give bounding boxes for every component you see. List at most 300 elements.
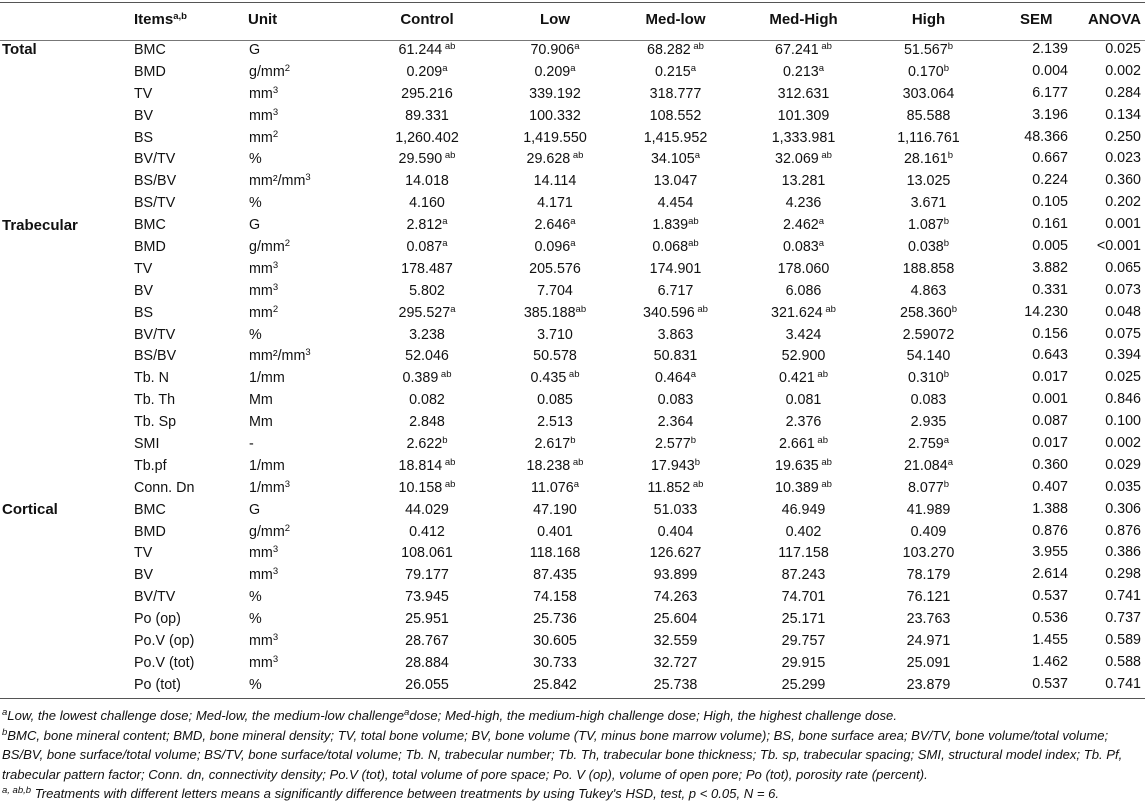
cell-med-low: 108.552 (649, 107, 702, 124)
row-item-label: Po (tot) (134, 676, 181, 693)
table-row (0, 389, 1145, 411)
cell-low: 74.158 (533, 589, 577, 606)
row-group-label (0, 236, 131, 258)
row-item-label: TV (134, 260, 153, 277)
cell-med-low: 1.839$^{ab}$ (652, 216, 699, 234)
cell-sem: 1.388 (1032, 500, 1068, 517)
cell-anova: 0.741 (1105, 675, 1141, 692)
cell-med-high: 29.757 (781, 632, 826, 649)
cell-low: 1,419.550 (523, 129, 587, 146)
row-group-label (0, 652, 131, 674)
cell-med-low: 4.454 (657, 195, 694, 212)
footnote-a: $^a$Low, the lowest challenge dose; Med-low, the medium-low challenge$^a$dose; Med-high, the medium-high challenge dose; High, the highest challenge dose. (2, 707, 897, 723)
row-group-label: Total (2, 41, 37, 59)
cell-sem: 0.537 (1032, 675, 1068, 692)
row-group-label (0, 433, 131, 455)
cell-control: 26.055 (405, 676, 449, 693)
table-row (0, 280, 1145, 302)
cell-low: 30.605 (533, 632, 577, 649)
cell-med-high: 74.701 (781, 589, 826, 606)
cell-med-low: 34.105$^a$ (650, 150, 701, 168)
row-unit: mm²/$mm^3$ (249, 347, 311, 365)
cell-med-low: 93.899 (653, 567, 698, 584)
cell-anova: 0.075 (1105, 325, 1141, 342)
cell-high: 25.091 (906, 654, 951, 671)
cell-med-high: 4.236 (785, 195, 822, 212)
cell-med-high: 2.462$^a$ (782, 216, 825, 234)
row-item-label: BS (134, 304, 154, 321)
cell-high: 23.879 (906, 676, 951, 693)
cell-control: 178.487 (401, 260, 453, 277)
row-item-label: Tb. Sp (134, 414, 177, 431)
cell-med-low: 2.577$^b$ (654, 434, 697, 452)
row-group-label (0, 674, 131, 696)
row-group-label (0, 324, 131, 346)
cell-sem-anova (992, 411, 1145, 433)
cell-sem: 0.536 (1032, 610, 1068, 627)
header-sem-anova (992, 0, 1145, 39)
cell-sem-anova (992, 345, 1145, 367)
cell-med-high: 25.299 (781, 676, 826, 693)
cell-sem-anova (992, 542, 1145, 564)
cell-med-low: 0.404 (657, 523, 694, 540)
cell-sem-anova (992, 586, 1145, 608)
cell-high: 2.59072 (902, 326, 955, 343)
cell-low: 385.188$^{ab}$ (523, 303, 587, 321)
table-row (0, 83, 1145, 105)
cell-sem: 0.331 (1032, 281, 1068, 298)
row-item-label: Tb. Th (134, 392, 176, 409)
cell-sem-anova (992, 127, 1145, 149)
cell-control: 61.244 $^{ab}$ (398, 40, 456, 58)
cell-anova: 0.306 (1105, 500, 1141, 517)
cell-med-high: 32.069 $^{ab}$ (775, 150, 832, 168)
row-unit: Mm (249, 392, 273, 409)
cell-high: 0.170$^b$ (907, 62, 950, 80)
cell-med-low: 50.831 (653, 348, 698, 365)
cell-control: 14.018 (405, 173, 449, 190)
cell-control: 79.177 (405, 567, 449, 584)
cell-anova: <0.001 (1096, 238, 1141, 255)
cell-sem-anova (992, 302, 1145, 324)
row-group-label (0, 302, 131, 324)
table-row (0, 542, 1145, 564)
cell-anova: 0.065 (1105, 259, 1141, 276)
table-row (0, 499, 1145, 521)
cell-med-low: 32.727 (653, 654, 698, 671)
row-group-label (0, 521, 131, 543)
cell-anova: 0.134 (1105, 106, 1141, 123)
table-row (0, 170, 1145, 192)
row-group-label (0, 127, 131, 149)
cell-low: 7.704 (537, 282, 573, 299)
row-group-label (0, 192, 131, 214)
table-row (0, 148, 1145, 170)
cell-anova: 0.029 (1105, 456, 1141, 473)
row-item-label: BV/TV (134, 151, 176, 168)
cell-control: 0.087$^a$ (406, 237, 448, 255)
cell-control: 2.848 (409, 414, 445, 431)
row-unit: $mm^3$ (249, 653, 279, 671)
row-item-label: Po.V (op) (134, 632, 195, 649)
cell-sem-anova (992, 170, 1145, 192)
row-unit: $mm^3$ (249, 566, 279, 584)
cell-low: 339.192 (529, 85, 581, 102)
cell-anova: 0.048 (1105, 303, 1141, 320)
header-row (0, 0, 1145, 39)
cell-med-low: 340.596 $^{ab}$ (643, 303, 708, 321)
cell-med-high: 0.213$^a$ (782, 62, 825, 80)
row-unit: 1/mm (249, 370, 285, 387)
cell-sem-anova (992, 652, 1145, 674)
cell-sem-anova (992, 192, 1145, 214)
cell-anova: 0.073 (1105, 281, 1141, 298)
cell-control: 52.046 (405, 348, 449, 365)
row-item-label: BS/BV (134, 348, 177, 365)
row-group-label (0, 83, 131, 105)
table-row (0, 564, 1145, 586)
cell-med-high: 0.083$^a$ (782, 237, 825, 255)
cell-low: 50.578 (533, 348, 577, 365)
table-bottom-rule (0, 698, 1145, 699)
cell-anova: 0.394 (1105, 347, 1141, 364)
row-unit: $g/mm^2$ (249, 62, 291, 80)
row-item-label: BV/TV (134, 589, 176, 606)
cell-sem-anova (992, 389, 1145, 411)
cell-med-high: 0.081 (785, 392, 822, 409)
cell-anova: 0.202 (1105, 194, 1141, 211)
cell-low: 0.085 (537, 392, 573, 409)
cell-sem: 0.876 (1032, 522, 1068, 539)
table-row (0, 39, 1145, 61)
cell-high: 2.759$^a$ (907, 434, 950, 452)
row-unit: $mm^3$ (249, 544, 279, 562)
cell-anova: 0.023 (1105, 150, 1141, 167)
cell-anova: 0.589 (1105, 632, 1141, 649)
cell-control: 89.331 (405, 107, 449, 124)
cell-sem: 0.224 (1032, 172, 1068, 189)
cell-sem: 0.537 (1032, 588, 1068, 605)
cell-med-high: 0.421 $^{ab}$ (779, 369, 828, 387)
cell-high: 54.140 (906, 348, 951, 365)
cell-low: 0.401 (537, 523, 573, 540)
cell-high: 78.179 (906, 567, 951, 584)
cell-sem: 14.230 (1024, 303, 1068, 320)
cell-high: 4.863 (910, 282, 947, 299)
cell-sem: 0.017 (1032, 369, 1068, 386)
cell-sem-anova (992, 433, 1145, 455)
cell-med-low: 0.215$^a$ (654, 62, 697, 80)
row-unit: % (249, 151, 262, 168)
cell-anova: 0.002 (1105, 62, 1141, 79)
row-group-label (0, 170, 131, 192)
header-anova: ANOVA (1087, 11, 1141, 28)
table-body (0, 39, 1145, 696)
cell-control: 25.951 (405, 611, 449, 628)
cell-high: 2.935 (910, 414, 947, 431)
cell-control: 28.884 (405, 654, 449, 671)
cell-med-low: 1,415.952 (643, 129, 708, 146)
table-row (0, 652, 1145, 674)
table-row (0, 411, 1145, 433)
table-row (0, 324, 1145, 346)
row-unit: % (249, 611, 262, 628)
cell-med-high: 46.949 (781, 501, 826, 518)
cell-control: 295.527$^a$ (398, 303, 456, 321)
row-unit: G (249, 217, 261, 234)
row-unit: 1/mm (249, 457, 285, 474)
row-item-label: Conn. Dn (134, 479, 195, 496)
header-items: Items$^{a,b}$ (134, 11, 187, 28)
row-item-label: BS/TV (134, 195, 176, 212)
table-row (0, 192, 1145, 214)
cell-sem: 3.955 (1032, 544, 1068, 561)
cell-low: 70.906$^a$ (530, 40, 580, 58)
cell-anova: 0.100 (1105, 413, 1141, 430)
table-row (0, 345, 1145, 367)
cell-high: 41.989 (906, 501, 951, 518)
cell-med-high: 19.635 $^{ab}$ (775, 456, 832, 474)
cell-high: 3.671 (910, 195, 947, 212)
cell-low: 0.435 $^{ab}$ (530, 369, 580, 387)
row-group-label (0, 389, 131, 411)
cell-med-high: 2.661 $^{ab}$ (779, 434, 828, 452)
cell-low: 2.513 (537, 414, 573, 431)
cell-med-high: 6.086 (785, 282, 822, 299)
cell-med-low: 126.627 (649, 545, 702, 562)
cell-anova: 0.035 (1105, 478, 1141, 495)
cell-sem: 6.177 (1032, 84, 1068, 101)
cell-high: 24.971 (906, 632, 951, 649)
cell-low: 25.842 (533, 676, 577, 693)
cell-anova: 0.284 (1105, 84, 1141, 101)
row-group-label (0, 105, 131, 127)
cell-control: 0.389 $^{ab}$ (402, 369, 452, 387)
row-unit: % (249, 676, 262, 693)
cell-high: 0.310$^b$ (907, 369, 950, 387)
row-item-label: BMC (134, 41, 166, 58)
row-item-label: BV (134, 282, 154, 299)
cell-control: 3.238 (409, 326, 445, 343)
row-item-label: TV (134, 545, 153, 562)
cell-anova: 0.737 (1105, 610, 1141, 627)
row-item-label: BMD (134, 238, 166, 255)
row-item-label: BMC (134, 217, 166, 234)
row-item-label: BS (134, 129, 154, 146)
row-group-label (0, 477, 131, 499)
row-group-label: Trabecular (2, 216, 78, 234)
row-group-label (0, 258, 131, 280)
row-item-label: Tb.pf (134, 457, 167, 474)
cell-sem: 3.882 (1032, 259, 1068, 276)
cell-anova: 0.002 (1105, 435, 1141, 452)
cell-sem: 1.462 (1032, 653, 1068, 670)
cell-control: 44.029 (405, 501, 449, 518)
row-item-label: BMC (134, 501, 166, 518)
cell-sem-anova (992, 499, 1145, 521)
cell-high: 85.588 (906, 107, 951, 124)
header-group (0, 0, 131, 39)
cell-sem-anova (992, 608, 1145, 630)
row-group-label (0, 148, 131, 170)
table-row (0, 367, 1145, 389)
cell-control: 0.082 (409, 392, 445, 409)
cell-low: 2.617$^b$ (534, 434, 576, 452)
cell-control: 1,260.402 (395, 129, 459, 146)
row-group-label (0, 630, 131, 652)
row-unit: $mm^3$ (249, 281, 279, 299)
cell-med-high: 312.631 (777, 85, 830, 102)
cell-med-high: 178.060 (777, 260, 830, 277)
row-group-label (0, 411, 131, 433)
cell-sem: 0.156 (1032, 325, 1068, 342)
row-item-label: BS/BV (134, 173, 177, 190)
row-item-label: BV (134, 107, 154, 124)
cell-sem: 2.139 (1032, 41, 1068, 57)
cell-control: 4.160 (409, 195, 445, 212)
cell-sem-anova (992, 214, 1145, 236)
cell-high: 0.083 (910, 392, 947, 409)
cell-anova: 0.846 (1105, 391, 1141, 408)
cell-anova: 0.250 (1105, 128, 1141, 145)
header-control: Control (400, 11, 454, 28)
cell-sem-anova (992, 105, 1145, 127)
table-row (0, 674, 1145, 696)
table-row (0, 61, 1145, 83)
cell-high: 103.270 (902, 545, 955, 562)
row-item-label: BMD (134, 63, 166, 80)
cell-low: 11.076$^a$ (531, 478, 579, 496)
header-low: Low (540, 11, 570, 28)
header-high: High (911, 11, 946, 28)
cell-med-low: 17.943$^b$ (650, 456, 701, 474)
cell-anova: 0.298 (1105, 566, 1141, 583)
header-sem: SEM (1020, 11, 1053, 28)
table-row (0, 630, 1145, 652)
table-row (0, 477, 1145, 499)
cell-high: 76.121 (906, 589, 951, 606)
row-group-label (0, 608, 131, 630)
cell-control: 73.945 (405, 589, 449, 606)
row-unit: $mm^2$ (249, 303, 279, 321)
cell-low: 118.168 (529, 545, 581, 562)
cell-control: 108.061 (401, 545, 453, 562)
cell-med-high: 1,333.981 (771, 129, 836, 146)
cell-high: 258.360$^b$ (900, 303, 957, 321)
row-item-label: BMD (134, 523, 166, 540)
cell-med-low: 25.738 (653, 676, 698, 693)
cell-med-low: 51.033 (653, 501, 698, 518)
cell-high: 0.038$^b$ (907, 237, 950, 255)
footnote-b: $^b$BMC, bone mineral content; BMD, bone mineral density; TV, total bone volume; BV, bone volume (TV, minus bone marrow volume); BS, bone surface area; BV/TV, bone volume/total volume; BS/BV, bone surface/total volume; BS/TV, bone surface/total volume; Tb. N, trabecular number; Tb. Th, trabecular bone thickness; Tb. sp, trabecular spacing; SMI, structural model index; Tb. Pf, trabecular pattern factor; Conn. dn, connectivity density; Po.V (tot), total volume of pore space; Po. V (op), volume of open pore; Po (tot), porosity rate (percent). (2, 726, 1123, 782)
cell-med-low: 32.559 (653, 632, 698, 649)
cell-sem: 0.161 (1032, 216, 1068, 233)
cell-sem: 0.360 (1032, 456, 1068, 473)
cell-low: 18.238 $^{ab}$ (526, 456, 584, 474)
cell-high: 13.025 (906, 173, 951, 190)
row-unit: G (249, 41, 261, 58)
row-item-label: Po.V (tot) (134, 654, 195, 671)
cell-sem-anova (992, 367, 1145, 389)
cell-low: 25.736 (533, 611, 577, 628)
cell-sem: 0.004 (1032, 62, 1068, 79)
cell-sem: 0.087 (1032, 413, 1068, 430)
cell-low: 14.114 (533, 173, 577, 190)
row-item-label: SMI (134, 435, 160, 452)
cell-sem: 2.614 (1032, 566, 1068, 583)
cell-sem: 0.407 (1032, 478, 1068, 495)
row-unit: - (249, 435, 254, 452)
cell-sem: 0.643 (1032, 347, 1068, 364)
header-med-low: Med-low (645, 11, 706, 28)
cell-med-high: 101.309 (777, 107, 830, 124)
row-group-label: Cortical (2, 501, 58, 519)
cell-low: 100.332 (529, 107, 581, 124)
cell-med-low: 74.263 (653, 589, 698, 606)
row-unit: Mm (249, 414, 273, 431)
cell-sem-anova (992, 61, 1145, 83)
table-row (0, 105, 1145, 127)
row-unit: $1/mm^3$ (249, 478, 291, 496)
cell-sem-anova (992, 280, 1145, 302)
cell-high: 28.161$^b$ (903, 150, 954, 168)
cell-control: 0.412 (409, 523, 445, 540)
cell-anova: 0.025 (1105, 41, 1141, 57)
cell-anova: 0.876 (1105, 522, 1141, 539)
cell-med-high: 67.241 $^{ab}$ (775, 40, 832, 58)
cell-med-high: 52.900 (781, 348, 826, 365)
cell-med-low: 13.047 (653, 173, 698, 190)
row-group-label (0, 586, 131, 608)
cell-med-high: 3.424 (785, 326, 822, 343)
cell-sem-anova (992, 324, 1145, 346)
cell-low: 47.190 (533, 501, 577, 518)
cell-med-high: 2.376 (785, 414, 822, 431)
cell-high: 303.064 (902, 85, 955, 102)
cell-med-low: 318.777 (649, 85, 702, 102)
cell-sem: 0.017 (1032, 435, 1068, 452)
cell-anova: 0.386 (1105, 544, 1141, 561)
cell-sem-anova (992, 521, 1145, 543)
header-unit: Unit (248, 11, 278, 28)
cell-low: 4.171 (537, 195, 573, 212)
cell-med-low: 0.068$^{ab}$ (652, 237, 699, 255)
cell-control: 2.812$^a$ (406, 216, 448, 234)
cell-high: 0.409 (910, 523, 947, 540)
cell-med-low: 68.282 $^{ab}$ (647, 40, 704, 58)
cell-high: 23.763 (906, 611, 951, 628)
table-row (0, 214, 1145, 236)
footnote-c: $^{a, ab,b}$ Treatments with different letters means a significantly difference between treatments by using Tukey's HSD, test, p < 0.05, N = 6. (2, 785, 780, 802)
cell-anova: 0.360 (1105, 172, 1141, 189)
table-row (0, 258, 1145, 280)
cell-med-high: 0.402 (785, 523, 822, 540)
cell-med-low: 174.901 (649, 260, 702, 277)
cell-sem-anova (992, 39, 1145, 61)
cell-sem-anova (992, 148, 1145, 170)
cell-med-high: 87.243 (781, 567, 826, 584)
row-item-label: Tb. N (134, 370, 169, 387)
cell-control: 18.814 $^{ab}$ (398, 456, 456, 474)
cell-sem: 3.196 (1032, 106, 1068, 123)
cell-sem-anova (992, 455, 1145, 477)
cell-low: 2.646$^a$ (534, 216, 576, 234)
cell-sem: 0.667 (1032, 150, 1068, 167)
cell-high: 1,116.761 (897, 129, 960, 146)
cell-anova: 0.001 (1105, 216, 1141, 233)
table-footnotes (2, 706, 1142, 804)
cell-med-low: 25.604 (653, 611, 698, 628)
